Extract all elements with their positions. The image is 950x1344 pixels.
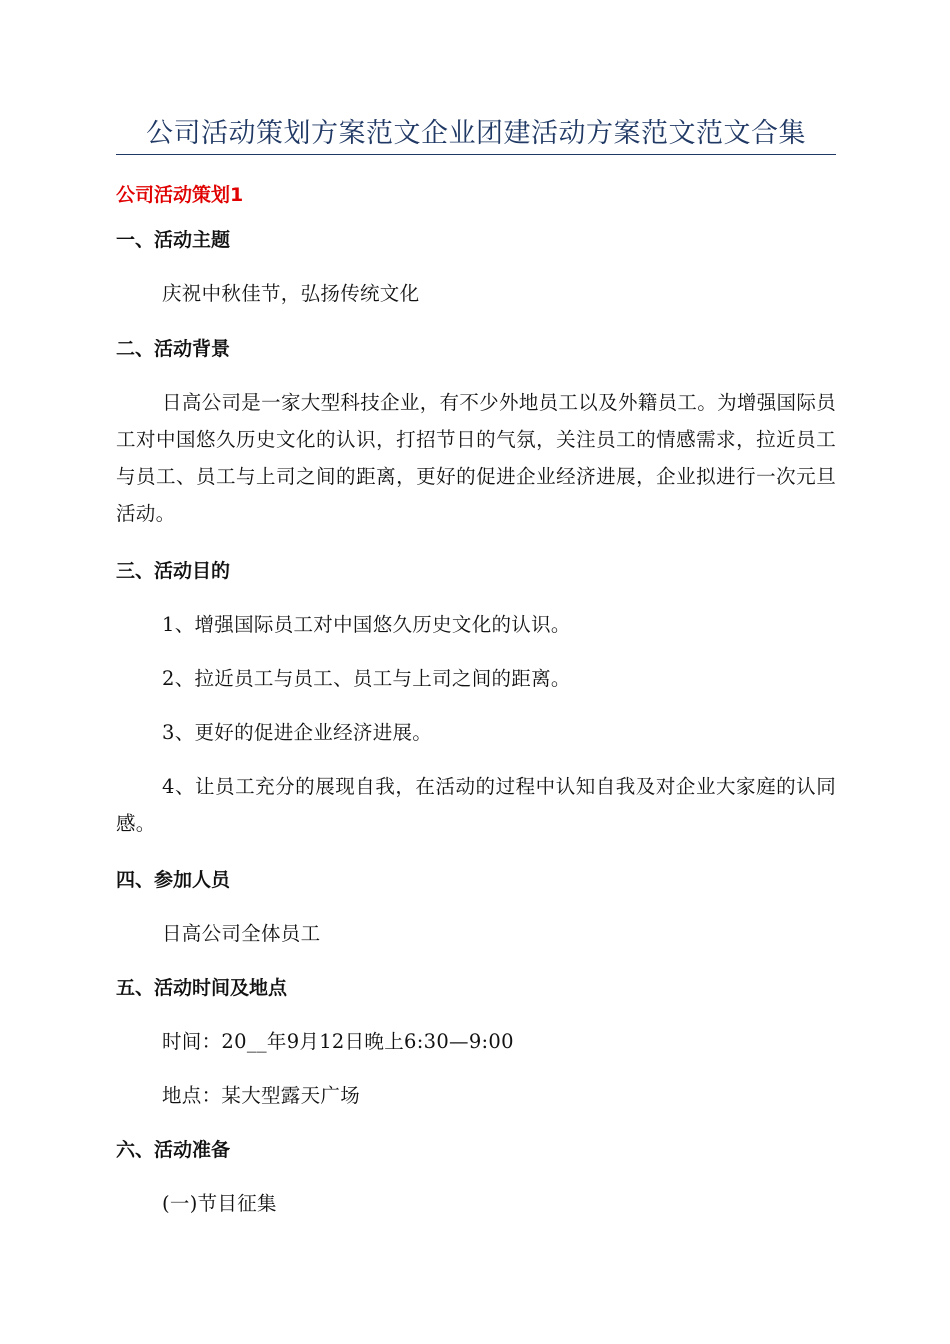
list-item: 2、拉近员工与员工、员工与上司之间的距离。: [162, 667, 571, 690]
section-heading-participants: 四、参加人员: [116, 869, 231, 891]
paragraph: 庆祝中秋佳节，弘扬传统文化: [162, 282, 420, 305]
paragraph: 日高公司是一家大型科技企业，有不少外地员工以及外籍员工。为增强国际员工对中国悠久历史文化的认识，打招节日的气氛，关注员工的情感需求，拉近员工与员工、员工与上司之间的距离，更好的促进企业经济进展，企业拟进行一次元旦活动。: [116, 391, 836, 525]
section-heading-preparation: 六、活动准备: [116, 1139, 231, 1161]
title-underline: [116, 154, 836, 155]
paragraph-location: 地点：某大型露天广场: [162, 1084, 361, 1107]
section-heading-theme: 一、活动主题: [116, 229, 231, 251]
section-heading-time-place: 五、活动时间及地点: [116, 977, 288, 999]
paragraph-time: 时间：20__年9月12日晚上6:30—9:00: [162, 1030, 514, 1053]
section-heading-background: 二、活动背景: [116, 338, 231, 360]
list-item: 3、更好的促进企业经济进展。: [162, 721, 433, 744]
section-heading-purpose: 三、活动目的: [116, 560, 231, 582]
paragraph: (一)节目征集: [162, 1192, 277, 1215]
list-item: 4、让员工充分的展现自我，在活动的过程中认知自我及对企业大家庭的认同感。: [116, 775, 836, 835]
subtitle: 公司活动策划1: [116, 184, 244, 206]
page-title: 公司活动策划方案范文企业团建活动方案范文范文合集: [146, 118, 806, 149]
paragraph: 日高公司全体员工: [162, 922, 321, 945]
list-item: 1、增强国际员工对中国悠久历史文化的认识。: [162, 613, 571, 636]
